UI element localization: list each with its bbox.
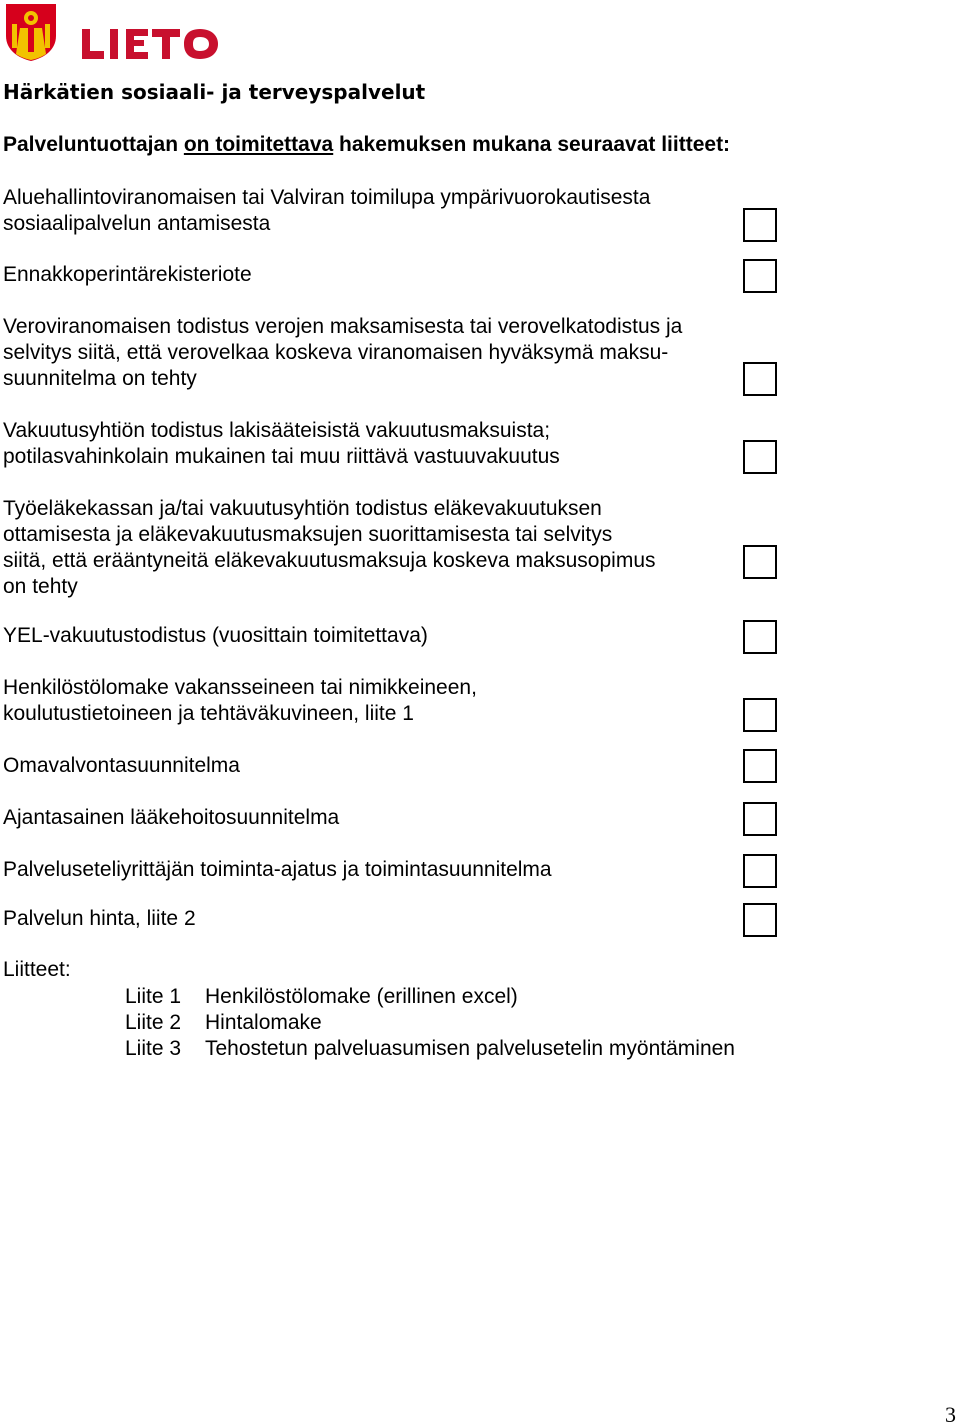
section-heading-part1: Palveluntuottajan: [3, 133, 184, 156]
checklist-checkbox[interactable]: [743, 903, 777, 937]
checklist-item-text: Ennakkoperintärekisteriote: [3, 263, 252, 286]
checklist-checkbox[interactable]: [743, 545, 777, 579]
section-heading-underlined: on toimitettava: [183, 133, 334, 156]
page-number: 3: [945, 1402, 956, 1427]
checklist-checkbox[interactable]: [743, 698, 777, 732]
attachment-row: [125, 1010, 322, 1036]
attachments-label: Liitteet:: [3, 958, 71, 981]
checklist-item-text: Palveluseteliyrittäjän toiminta-ajatus ja toimintasuunnitelma: [3, 858, 552, 881]
checklist-checkbox[interactable]: [743, 854, 777, 888]
checklist-checkbox[interactable]: [743, 208, 777, 242]
checklist-checkbox[interactable]: [743, 620, 777, 654]
attachment-number: Liite 3: [125, 1037, 182, 1060]
checklist-item-text: YEL-vakuutustodistus (vuosittain toimitettava): [3, 624, 428, 647]
section-heading-part2: hakemuksen mukana seuraavat liitteet:: [333, 133, 731, 156]
attachment-row: [125, 1036, 735, 1062]
attachment-title: Hintalomake: [205, 1011, 322, 1034]
checklist-item-text: Työeläkekassan ja/tai vakuutusyhtiön todistus eläkevakuutuksen ottamisesta ja eläkevakuutusmaksujen suorittamisesta tai selvitys siitä, että erääntyneitä eläkevakuutusmaksuja koskeva maksusopimus on tehty: [3, 497, 656, 598]
page-title: Härkätien sosiaali- ja terveyspalvelut: [3, 80, 426, 104]
checklist-item-text: Vakuutusyhtiön todistus lakisääteisistä vakuutusmaksuista; potilasvahinkolain mukainen tai muu riittävä vastuuvakuutus: [3, 419, 560, 468]
checklist-item-text: Ajantasainen lääkehoitosuunnitelma: [3, 806, 340, 829]
attachment-title: Henkilöstölomake (erillinen excel): [205, 985, 518, 1008]
attachment-number: Liite 2: [125, 1011, 182, 1034]
attachment-title: Tehostetun palveluasumisen palvelusetelin myöntäminen: [205, 1037, 735, 1060]
checklist-item-text: Henkilöstölomake vakansseineen tai nimikkeineen, koulutustietoineen ja tehtäväkuvineen, liite 1: [3, 676, 477, 725]
checklist-item-text: Omavalvontasuunnitelma: [3, 754, 240, 777]
checklist-checkbox[interactable]: [743, 749, 777, 783]
checklist-item-text: Aluehallintoviranomaisen tai Valviran toimilupa ympärivuorokautisesta sosiaalipalvelun antamisesta: [3, 186, 651, 235]
checklist-checkbox[interactable]: [743, 440, 777, 474]
checklist-checkbox[interactable]: [743, 259, 777, 293]
checklist-item-text: Palvelun hinta, liite 2: [3, 907, 196, 930]
attachment-number: Liite 1: [125, 985, 182, 1008]
attachment-row: [125, 984, 518, 1010]
checklist-checkbox[interactable]: [743, 362, 777, 396]
checklist-item-text: Veroviranomaisen todistus verojen maksamisesta tai verovelkatodistus ja selvitys siitä, että verovelkaa koskeva viranomaisen hyväksymä maksu- suunnitelma on tehty: [3, 315, 683, 390]
checklist-checkbox[interactable]: [743, 802, 777, 836]
